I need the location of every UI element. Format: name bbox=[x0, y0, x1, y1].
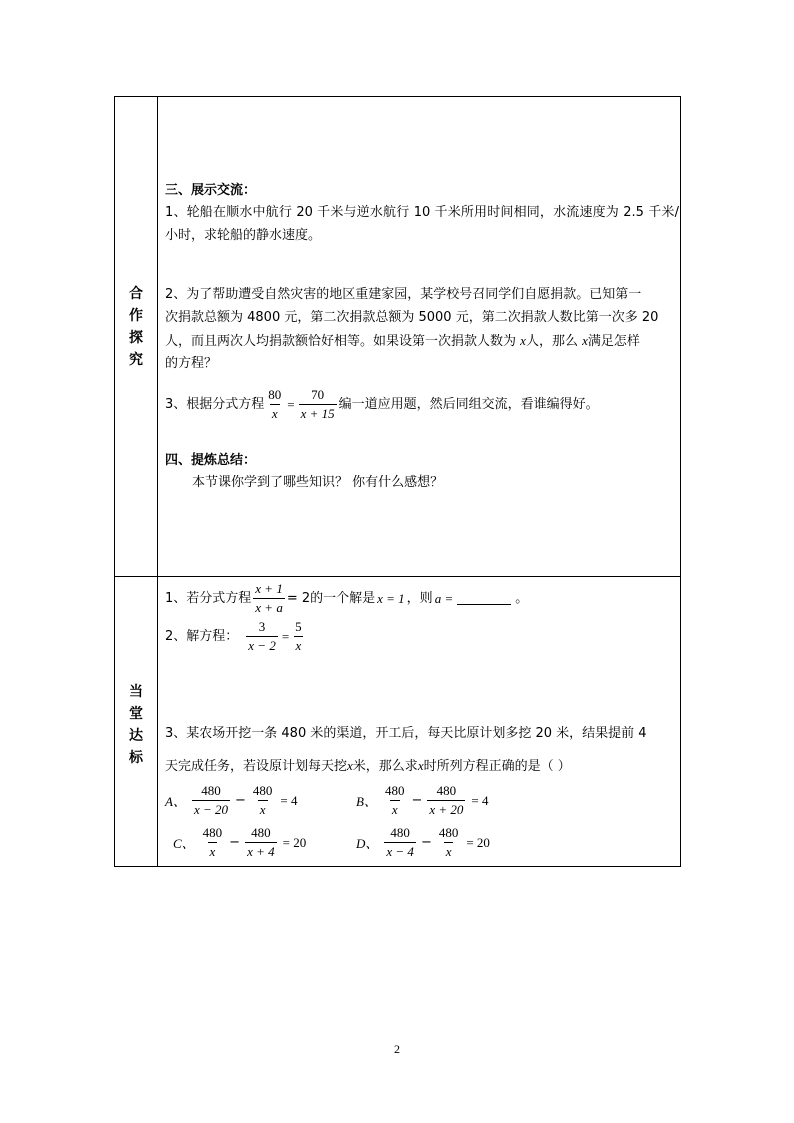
numerator: 480 bbox=[384, 783, 405, 798]
solution-value: x = 1 bbox=[377, 591, 405, 606]
denominator: x bbox=[271, 406, 278, 421]
option-label: A、 bbox=[165, 794, 186, 809]
minus-sign: − bbox=[420, 835, 432, 850]
option-d[interactable] bbox=[356, 825, 490, 860]
fraction bbox=[384, 825, 416, 860]
section-label-column bbox=[115, 97, 158, 866]
numerator: 480 bbox=[202, 825, 223, 840]
minus-sign: − bbox=[229, 835, 241, 850]
fraction bbox=[201, 825, 225, 860]
label-char: 究 bbox=[129, 352, 143, 368]
fraction bbox=[192, 783, 230, 818]
q2-text: 满足怎样 bbox=[587, 334, 640, 349]
denominator: x + 4 bbox=[247, 844, 275, 859]
numerator: 480 bbox=[251, 825, 271, 840]
numerator: x + 1 bbox=[255, 581, 283, 596]
option-a[interactable] bbox=[165, 783, 298, 818]
denominator: x bbox=[209, 844, 216, 859]
variable-x: x bbox=[417, 758, 424, 773]
minus-sign: − bbox=[411, 793, 423, 808]
denominator: x − 2 bbox=[248, 638, 276, 653]
numerator: 3 bbox=[258, 619, 266, 634]
fraction bbox=[293, 619, 304, 654]
label-char: 作 bbox=[129, 308, 143, 324]
equals-sign: = bbox=[287, 397, 295, 412]
page-number: 2 bbox=[394, 1042, 400, 1056]
p3-text: 米，那么求 bbox=[352, 759, 418, 774]
option-label: C、 bbox=[173, 836, 195, 851]
question-2-line-4: 的方程？ bbox=[165, 356, 218, 371]
variable-a: a = bbox=[434, 591, 454, 606]
fraction bbox=[299, 387, 337, 422]
right-hand-side: = 4 bbox=[471, 792, 489, 808]
numerator: 480 bbox=[201, 783, 221, 798]
p1-text: 1、若分式方程 bbox=[165, 591, 252, 606]
question-2-line-1: 2、为了帮助遭受自然灾害的地区重建家园，某学校号召同学们自愿捐款。已知第一 bbox=[165, 287, 642, 302]
fraction bbox=[253, 581, 285, 616]
practice-2 bbox=[165, 619, 306, 654]
variable-x: x bbox=[520, 333, 526, 348]
question-2-line-3 bbox=[165, 329, 640, 353]
question-2-line-2: 次捐款总额为 4800 元，第二次捐款总额为 5000 元，第二次捐款人数比第一次多 20 bbox=[165, 310, 659, 325]
p1-text: 。 bbox=[515, 591, 529, 606]
denominator: x bbox=[295, 638, 302, 653]
p2-text: 2、解方程： bbox=[165, 629, 239, 644]
practice-1 bbox=[165, 581, 528, 616]
fraction bbox=[427, 783, 465, 818]
q2-text: 人，而且两次人均捐款额恰好相等。如果设第一次捐款人数为 bbox=[165, 334, 517, 349]
label-char: 标 bbox=[129, 750, 143, 766]
variable-x: x bbox=[347, 758, 353, 773]
numerator: 480 bbox=[438, 825, 459, 840]
label-char: 达 bbox=[129, 728, 143, 744]
label-char: 探 bbox=[129, 330, 143, 346]
numerator: 480 bbox=[390, 825, 410, 840]
p1-text: = 2的一个解是 bbox=[286, 591, 376, 606]
p1-text: ，则 bbox=[406, 591, 433, 606]
equals-sign: = bbox=[281, 629, 290, 644]
right-hand-side: = 20 bbox=[466, 834, 490, 850]
label-char: 合 bbox=[129, 286, 143, 302]
denominator: x bbox=[391, 802, 398, 817]
q3-text: 编一道应用题，然后同组交流，看谁编得好。 bbox=[338, 397, 599, 412]
label-char: 堂 bbox=[129, 706, 143, 722]
option-b[interactable] bbox=[356, 783, 489, 818]
denominator: x + 20 bbox=[429, 802, 464, 817]
right-hand-side: = 4 bbox=[280, 792, 298, 808]
fraction bbox=[246, 619, 278, 654]
option-label: D、 bbox=[356, 836, 379, 851]
summary-text: 本节课你学到了哪些知识？ 你有什么感想？ bbox=[192, 475, 444, 490]
content-column bbox=[157, 97, 680, 866]
p3-text: 天完成任务，若设原计划每天挖 bbox=[165, 759, 348, 774]
option-label: B、 bbox=[356, 794, 377, 809]
numerator: 80 bbox=[268, 387, 282, 402]
numerator: 480 bbox=[436, 783, 457, 798]
numerator: 70 bbox=[311, 387, 325, 402]
denominator: x − 4 bbox=[386, 844, 414, 859]
fraction bbox=[245, 825, 277, 860]
question-3 bbox=[165, 387, 599, 422]
p3-text: 时所列方程正确的是（ ） bbox=[423, 759, 571, 774]
denominator: x bbox=[259, 802, 266, 817]
worksheet-table bbox=[114, 96, 681, 867]
q2-text: 人，那么 bbox=[525, 334, 578, 349]
fraction bbox=[266, 387, 283, 422]
q3-text: 3、根据分式方程 bbox=[165, 397, 265, 412]
heading-summary: 四、提炼总结： bbox=[165, 453, 257, 468]
practice-3-line-1: 3、某农场开挖一条 480 米的渠道，开工后，每天比原计划多挖 20 米，结果提前 4 bbox=[165, 726, 647, 741]
answer-blank[interactable] bbox=[457, 592, 511, 605]
option-c[interactable] bbox=[173, 825, 306, 860]
section-label-cooperative-inquiry bbox=[115, 283, 157, 371]
practice-3-line-2 bbox=[165, 754, 571, 778]
fraction bbox=[383, 783, 407, 818]
numerator: 480 bbox=[252, 783, 273, 798]
fraction bbox=[437, 825, 461, 860]
heading-display-exchange: 三、展示交流： bbox=[165, 183, 257, 198]
fraction bbox=[251, 783, 275, 818]
minus-sign: − bbox=[235, 793, 246, 808]
denominator: x − 20 bbox=[193, 802, 228, 817]
denominator: x bbox=[445, 844, 452, 859]
question-1: 1、轮船在顺水中航行 20 千米与逆水航行 10 千米所用时间相同，水流速度为 2.5 千米/小时，求轮船的静水速度。 bbox=[165, 205, 679, 243]
label-char: 当 bbox=[129, 684, 143, 700]
variable-x: x bbox=[582, 333, 588, 348]
denominator: x + a bbox=[255, 600, 283, 615]
right-hand-side: = 20 bbox=[282, 834, 307, 850]
numerator: 5 bbox=[295, 619, 302, 634]
section-label-in-class-check bbox=[115, 681, 157, 769]
denominator: x + 15 bbox=[300, 406, 335, 421]
